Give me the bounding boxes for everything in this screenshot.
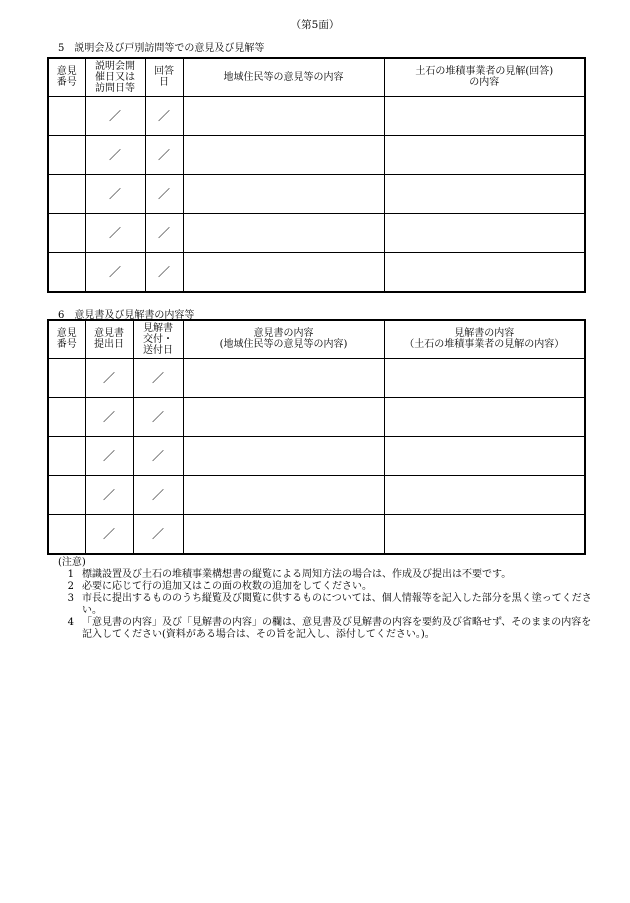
table-cell[interactable]: ／	[145, 252, 183, 292]
table-cell[interactable]: ／	[145, 174, 183, 213]
table-cell[interactable]: ／	[85, 135, 145, 174]
notes-heading: (注意)	[58, 557, 86, 568]
table-cell[interactable]	[48, 436, 85, 475]
table-row	[48, 358, 585, 397]
table-row	[48, 514, 585, 554]
section-5-table	[47, 57, 586, 293]
table-cell[interactable]: ／	[133, 397, 183, 436]
note-item	[60, 593, 600, 617]
table-header-row	[48, 58, 585, 96]
table-cell[interactable]	[183, 174, 384, 213]
table-cell[interactable]	[48, 358, 85, 397]
col-header: 見解書の内容 （土石の堆積事業者の見解の内容）	[384, 320, 585, 358]
section-6-title: 6 意見書及び見解書の内容等	[58, 310, 195, 321]
col-header: 意見書 提出日	[85, 320, 133, 358]
note-text: 市長に提出するもののうち縦覧及び閲覧に供するものについては、個人情報等を記入した部分を黒く塗ってください。	[82, 593, 592, 616]
table-cell[interactable]	[48, 213, 85, 252]
col-header: 見解書 交付・ 送付日	[133, 320, 183, 358]
table-row	[48, 135, 585, 174]
table-cell[interactable]	[384, 436, 585, 475]
table-cell[interactable]	[183, 514, 384, 554]
note-number: 1	[67, 569, 74, 580]
table-cell[interactable]: ／	[85, 96, 145, 135]
table-cell[interactable]: ／	[85, 174, 145, 213]
col-header: 地域住民等の意見等の内容	[183, 58, 384, 96]
table-cell[interactable]	[48, 397, 85, 436]
note-number: 4	[67, 617, 74, 628]
table-cell[interactable]: ／	[145, 135, 183, 174]
table-cell[interactable]	[384, 96, 585, 135]
col-header: 説明会開 催日又は 訪問日等	[85, 58, 145, 96]
table-cell[interactable]	[48, 514, 85, 554]
table-row	[48, 252, 585, 292]
table-cell[interactable]	[384, 252, 585, 292]
table-row	[48, 475, 585, 514]
table-cell[interactable]	[183, 358, 384, 397]
col-header: 意見 番号	[48, 320, 85, 358]
table-cell[interactable]	[183, 252, 384, 292]
table-row	[48, 397, 585, 436]
col-header: 回答 日	[145, 58, 183, 96]
table-header-row	[48, 320, 585, 358]
table-cell[interactable]	[183, 436, 384, 475]
table-cell[interactable]: ／	[145, 213, 183, 252]
table-cell[interactable]: ／	[145, 96, 183, 135]
table-cell[interactable]: ／	[85, 514, 133, 554]
table-cell[interactable]	[384, 174, 585, 213]
table-cell[interactable]	[384, 358, 585, 397]
note-text: 「意見書の内容」及び「見解書の内容」の欄は、意見書及び見解書の内容を要約及び省略せず、そのままの内容を記入してください(資料がある場合は、その旨を記入し、添付してください。)。	[82, 617, 592, 640]
table-cell[interactable]: ／	[85, 436, 133, 475]
table-body	[48, 96, 585, 292]
table-cell[interactable]: ／	[133, 436, 183, 475]
section-6-table	[47, 319, 586, 555]
table-cell[interactable]	[183, 213, 384, 252]
notes-list	[60, 569, 600, 641]
note-item	[60, 617, 600, 641]
note-number: 2	[67, 581, 74, 592]
table-body	[48, 358, 585, 554]
table-cell[interactable]	[48, 96, 85, 135]
table-row	[48, 436, 585, 475]
table-row	[48, 213, 585, 252]
notes-section	[60, 557, 600, 641]
section-5-title: 5 説明会及び戸別訪問等での意見及び見解等	[58, 43, 265, 54]
table-cell[interactable]: ／	[85, 397, 133, 436]
note-item	[60, 569, 600, 581]
table-cell[interactable]	[384, 213, 585, 252]
table-cell[interactable]	[384, 135, 585, 174]
table-cell[interactable]: ／	[133, 475, 183, 514]
table-cell[interactable]	[384, 475, 585, 514]
note-number: 3	[67, 593, 74, 604]
col-header: 土石の堆積事業者の見解(回答) の内容	[384, 58, 585, 96]
col-header: 意見書の内容 (地域住民等の意見等の内容)	[183, 320, 384, 358]
table-cell[interactable]	[183, 397, 384, 436]
note-text: 標識設置及び土石の堆積事業構想書の縦覧による周知方法の場合は、作成及び提出は不要です。	[82, 569, 512, 580]
table-row	[48, 96, 585, 135]
table-cell[interactable]	[384, 397, 585, 436]
table-cell[interactable]	[183, 96, 384, 135]
table-cell[interactable]: ／	[85, 252, 145, 292]
table-cell[interactable]	[48, 135, 85, 174]
table-cell[interactable]: ／	[133, 358, 183, 397]
table-cell[interactable]: ／	[85, 213, 145, 252]
page-label: （第5面）	[290, 19, 340, 31]
table-cell[interactable]: ／	[85, 475, 133, 514]
table-cell[interactable]	[183, 135, 384, 174]
table-cell[interactable]: ／	[133, 514, 183, 554]
table-cell[interactable]	[48, 475, 85, 514]
table-cell[interactable]	[384, 514, 585, 554]
table-cell[interactable]	[183, 475, 384, 514]
note-text: 必要に応じて行の追加又はこの面の枚数の追加をしてください。	[82, 581, 372, 592]
table-cell[interactable]: ／	[85, 358, 133, 397]
table-cell[interactable]	[48, 174, 85, 213]
table-row	[48, 174, 585, 213]
note-item	[60, 581, 600, 593]
table-cell[interactable]	[48, 252, 85, 292]
col-header: 意見 番号	[48, 58, 85, 96]
